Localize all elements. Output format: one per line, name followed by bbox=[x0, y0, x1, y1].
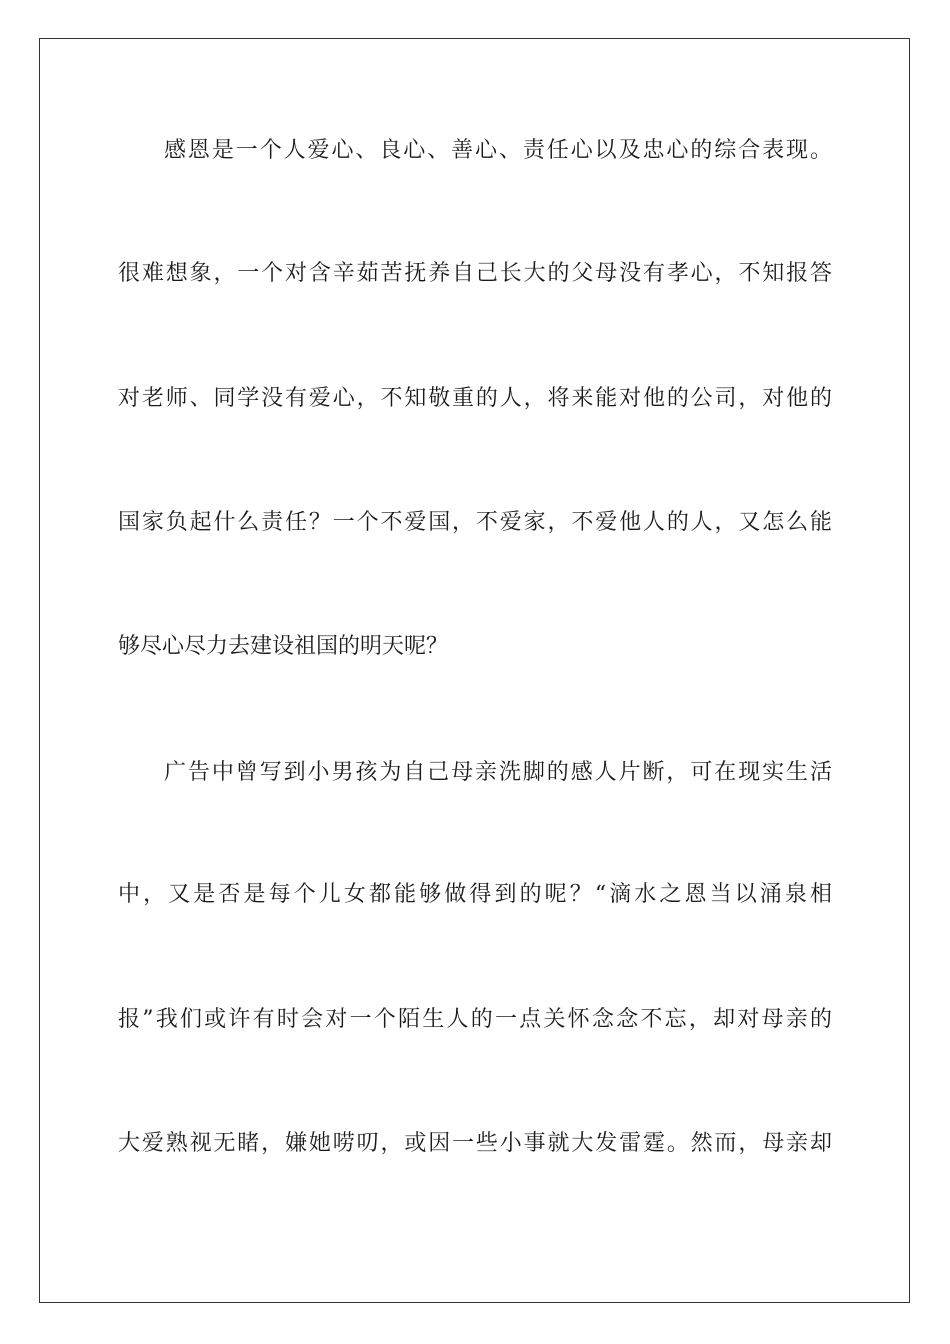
paragraph-2-line-2: 中，又是否是每个儿女都能够做得到的呢？“滴水之恩当以涌泉相 bbox=[118, 882, 832, 907]
paragraph-2-line-4: 大爱熟视无睹，嫌她唠叨，或因一些小事就大发雷霆。然而，母亲却 bbox=[118, 1131, 832, 1156]
paragraph-1-line-5: 够尽心尽力去建设祖国的明天呢？ bbox=[118, 634, 449, 659]
paragraph-1-line-4: 国家负起什么责任？一个不爱国，不爱家，不爱他人的人，又怎么能 bbox=[118, 510, 832, 535]
paragraph-2-line-3: 报”我们或许有时会对一个陌生人的一点关怀念念不忘，却对母亲的 bbox=[118, 1007, 832, 1032]
paragraph-1-line-3: 对老师、同学没有爱心，不知敬重的人，将来能对他的公司，对他的 bbox=[118, 386, 832, 411]
paragraph-2-line-1: 广告中曾写到小男孩为自己母亲洗脚的感人片断，可在现实生活 bbox=[164, 760, 832, 785]
paragraph-1-line-1: 感恩是一个人爱心、良心、善心、责任心以及忠心的综合表现。 bbox=[164, 138, 832, 163]
paragraph-1-line-2: 很难想象，一个对含辛茹苦抚养自己长大的父母没有孝心，不知报答 bbox=[118, 261, 832, 286]
page-border bbox=[39, 38, 910, 1303]
